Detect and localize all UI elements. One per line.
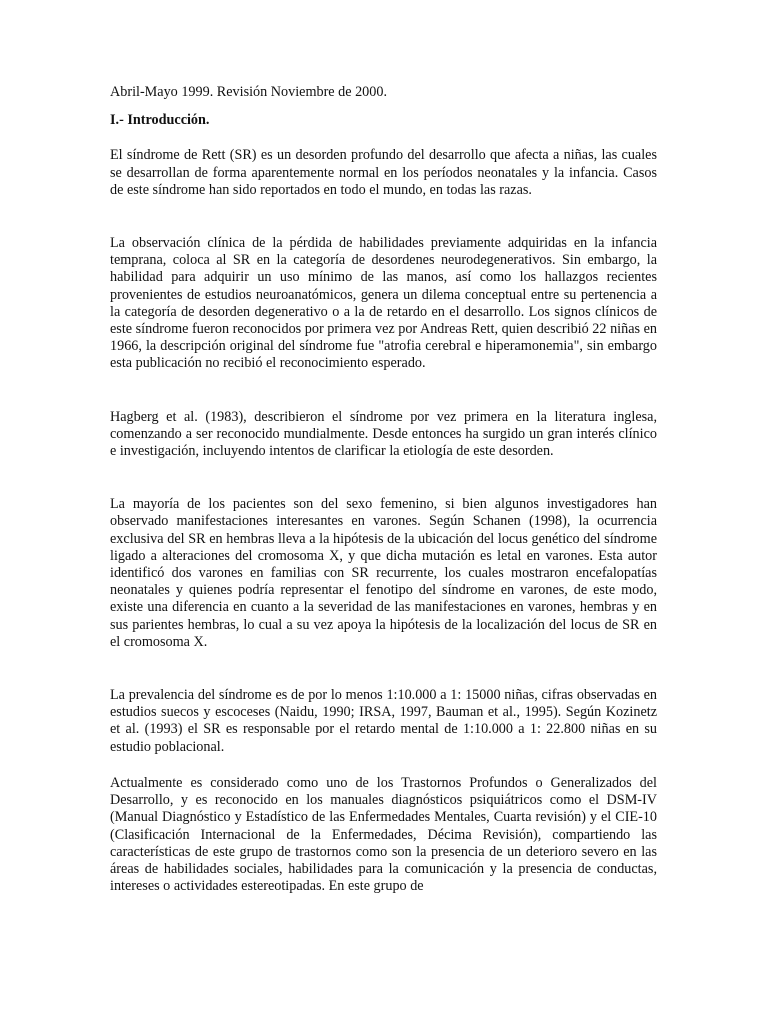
paragraph-1: El síndrome de Rett (SR) es un desorden profundo del desarrollo que afecta a niñas, las cuales se desarrollan de forma aparentemente normal en los períodos neonatales y la infancia. Casos de este síndrome han sido reportados en todo el mundo, en todas las razas. xyxy=(110,147,657,198)
paragraph-6: Actualmente es considerado como uno de los Trastornos Profundos o Generalizados del Desarrollo, y es reconocido en los manuales diagnósticos psiquiátricos como el DSM-IV (Manual Diagnóstico y Estadístico de las Enfermedades Mentales, Cuarta revisión) y el CIE-10 (Clasificación Internacional de la Enfermedades, Décima Revisión), compartiendo las características de este grupo de trastornos como son la presencia de un deterioro severo en las áreas de habilidades sociales, habilidades para la comunicación y la presencia de conductas, intereses o actividades estereotipadas. En este grupo de xyxy=(110,774,657,895)
paragraph-4: La mayoría de los pacientes son del sexo femenino, si bien algunos investigadores han observado manifestaciones interesantes en varones. Según Schanen (1998), la ocurrencia exclusiva del SR en hembras lleva a la hipótesis de la ubicación del locus genético del síndrome ligado a alteraciones del cromosoma X, y que dicha mutación es letal en varones. Esta autor identificó dos varones en familias con SR recurrente, los cuales mostraron encefalopatías neonatales y quienes podría representar el fenotipo del síndrome en varones, de este modo, existe una diferencia en cuanto a la severidad de las manifestaciones en varones, hembras y en sus parientes hembras, lo cual a su vez apoya la hipótesis de la localización del locus de SR en el cromosoma X. xyxy=(110,496,657,650)
document-page xyxy=(110,84,657,895)
paragraph-2: La observación clínica de la pérdida de habilidades previamente adquiridas en la infancia temprana, coloca al SR en la categoría de desordenes neurodegenerativos. Sin embargo, la habilidad para adquirir un uso mínimo de las manos, así como los hallazgos recientes provenientes de estudios neuroanatómicos, genera un dilema conceptual entre su pertenencia a la categoría de desorden degenerativo o a la de retardo en el desarrollo. Los signos clínicos de este síndrome fueron reconocidos por primera vez por Andreas Rett, quien describió 22 niñas en 1966, la descripción original del síndrome fue "atrofia cerebral e hiperamonemia", sin embargo esta publicación no recibió el reconocimiento esperado. xyxy=(110,235,657,372)
paragraph-5: La prevalencia del síndrome es de por lo menos 1:10.000 a 1: 15000 niñas, cifras observadas en estudios suecos y escoceses (Naidu, 1990; IRSA, 1997, Bauman et al., 1995). Según Kozinetz et al. (1993) el SR es responsable por el retardo mental de 1:10.000 a 1: 22.800 niñas en su estudio poblacional. xyxy=(110,687,657,755)
section-heading: I.- Introducción. xyxy=(110,112,210,129)
date-line: Abril-Mayo 1999. Revisión Noviembre de 2000. xyxy=(110,84,388,100)
paragraph-3: Hagberg et al. (1983), describieron el síndrome por vez primera en la literatura inglesa, comenzando a ser reconocido mundialmente. Desde entonces ha surgido un gran interés clínico e investigación, incluyendo intentos de clarificar la etiología de este desorden. xyxy=(110,408,657,460)
